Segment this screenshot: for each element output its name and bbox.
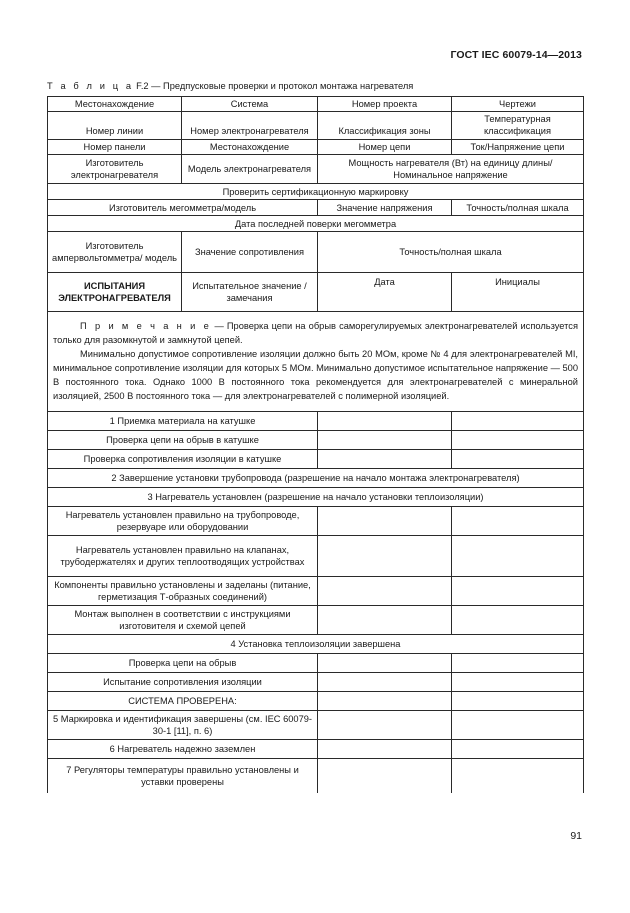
caption-text: F.2 — Предпусковые проверки и протокол монтажа нагревателя [133, 81, 414, 91]
check-insulation-reel: Проверка сопротивления изоляции в катушке [48, 450, 318, 469]
table-row [48, 759, 584, 794]
date-blank[interactable] [318, 740, 452, 759]
table-row [48, 155, 584, 184]
cell-megger-calibration: Дата последней поверки мегомметра [48, 216, 584, 232]
table-row [48, 273, 584, 312]
note-paragraph-1 [53, 319, 578, 347]
cell-heater-tests: ИСПЫТАНИЯ ЭЛЕКТРОНАГРЕВАТЕЛЯ [48, 273, 182, 312]
cell-project-number: Номер проекта [318, 97, 452, 112]
table-row [48, 692, 584, 711]
table-row [48, 635, 584, 654]
note-cell [48, 312, 584, 412]
section-heater-installed: 3 Нагреватель установлен (разрешение на начало установки теплоизоляции) [48, 488, 584, 507]
table-row [48, 312, 584, 412]
initials-blank[interactable] [452, 606, 584, 635]
initials-blank[interactable] [452, 450, 584, 469]
cell-system: Система [182, 97, 318, 112]
cell-panel-location: Местонахождение [182, 140, 318, 155]
cell-heater-model: Модель электронагревателя [182, 155, 318, 184]
date-blank[interactable] [318, 450, 452, 469]
table-row [48, 200, 584, 216]
cell-heater-number: Номер электронагревателя [182, 112, 318, 140]
cell-heater-manufacturer: Изготовитель электронагревателя [48, 155, 182, 184]
cell-location: Местонахождение [48, 97, 182, 112]
table-row [48, 450, 584, 469]
initials-blank[interactable] [452, 711, 584, 740]
section-piping-complete: 2 Завершение установки трубопровода (разрешение на начало монтажа электронагревателя) [48, 469, 584, 488]
cell-temp-class: Температурная классификация [452, 112, 584, 140]
check-per-instructions: Монтаж выполнен в соответствии с инструкциями изготовителя и схемой цепей [48, 606, 318, 635]
cell-cert-marking: Проверить сертификационную маркировку [48, 184, 584, 200]
check-marking-complete: 5 Маркировка и идентификация завершены (см. IEC 60079-30-1 [11], п. 6) [48, 711, 318, 740]
date-blank[interactable] [318, 431, 452, 450]
note-label: П р и м е ч а н и е [80, 321, 212, 331]
cell-panel-number: Номер панели [48, 140, 182, 155]
standard-designation: ГОСТ IEC 60079-14—2013 [450, 49, 582, 61]
initials-blank[interactable] [452, 577, 584, 606]
initials-blank[interactable] [452, 654, 584, 673]
table-caption [47, 81, 413, 91]
table-row [48, 184, 584, 200]
note-text-1: — Проверка цепи на обрыв саморегулируемых электронагревателей используется только для разомкнутой и замкнутой цепей. [53, 321, 578, 345]
table-row [48, 431, 584, 450]
section-insulation-complete: 4 Установка теплоизоляции завершена [48, 635, 584, 654]
table-row [48, 112, 584, 140]
initials-blank[interactable] [452, 692, 584, 711]
check-insulation-resistance: Испытание сопротивления изоляции [48, 673, 318, 692]
check-continuity-reel: Проверка цепи на обрыв в катушке [48, 431, 318, 450]
initials-blank[interactable] [452, 759, 584, 794]
table-row [48, 507, 584, 536]
table-row [48, 488, 584, 507]
cell-heater-power: Мощность нагревателя (Вт) на единицу длины/Номинальное напряжение [318, 155, 584, 184]
table-row [48, 97, 584, 112]
table-row [48, 536, 584, 577]
date-blank[interactable] [318, 711, 452, 740]
table-row [48, 412, 584, 431]
table-row [48, 469, 584, 488]
date-blank[interactable] [318, 507, 452, 536]
table-row [48, 654, 584, 673]
cell-circuit-current: Ток/Напряжение цепи [452, 140, 584, 155]
initials-blank[interactable] [452, 673, 584, 692]
date-blank[interactable] [318, 606, 452, 635]
cell-multimeter-model: Изготовитель ампервольтомметра/ модель [48, 232, 182, 273]
system-checked-heading: СИСТЕМА ПРОВЕРЕНА: [48, 692, 318, 711]
check-temp-controllers: 7 Регуляторы температуры правильно установлены и уставки проверены [48, 759, 318, 794]
date-blank[interactable] [318, 759, 452, 794]
date-blank[interactable] [318, 412, 452, 431]
table-row [48, 673, 584, 692]
check-continuity: Проверка цепи на обрыв [48, 654, 318, 673]
initials-blank[interactable] [452, 412, 584, 431]
table-row [48, 606, 584, 635]
cell-initials: Инициалы [452, 273, 584, 312]
check-heater-on-valves: Нагреватель установлен правильно на клапанах, трубодержателях и других теплоотводящих устройствах [48, 536, 318, 577]
cell-circuit-number: Номер цепи [318, 140, 452, 155]
date-blank[interactable] [318, 536, 452, 577]
cell-date: Дата [318, 273, 452, 312]
date-blank[interactable] [318, 577, 452, 606]
date-blank[interactable] [318, 673, 452, 692]
initials-blank[interactable] [452, 507, 584, 536]
check-components-terminated: Компоненты правильно установлены и заделаны (питание, герметизация Т-образных соединений) [48, 577, 318, 606]
check-heater-on-piping: Нагреватель установлен правильно на трубопроводе, резервуаре или оборудовании [48, 507, 318, 536]
page-number: 91 [570, 830, 582, 842]
table-row [48, 740, 584, 759]
table-row [48, 216, 584, 232]
initials-blank[interactable] [452, 740, 584, 759]
cell-multimeter-accuracy: Точность/полная шкала [318, 232, 584, 273]
note-paragraph-2: Минимально допустимое сопротивление изоляции должно быть 20 МОм, кроме № 4 для электронагревателей MI, минимальное сопротивление изоляции для которых 5 МОм. Минимально допустимое испытательное напряжение — 500 В постоянного тока. Однако 1000 В постоянного тока рекомендуется для электронагревателей с минеральной изоляцией, 2500 В постоянного тока — для электронагревателей с полимерной изоляцией. [53, 349, 579, 401]
date-blank[interactable] [318, 692, 452, 711]
check-material-receipt: 1 Приемка материала на катушке [48, 412, 318, 431]
initials-blank[interactable] [452, 431, 584, 450]
cell-megger-model: Изготовитель мегомметра/модель [48, 200, 318, 216]
table-row [48, 711, 584, 740]
date-blank[interactable] [318, 654, 452, 673]
table-row [48, 140, 584, 155]
cell-voltage-value: Значение напряжения [318, 200, 452, 216]
cell-resistance-value: Значение сопротивления [182, 232, 318, 273]
precommissioning-table [47, 96, 584, 793]
table-row [48, 232, 584, 273]
cell-accuracy: Точность/полная шкала [452, 200, 584, 216]
table-row [48, 577, 584, 606]
cell-drawings: Чертежи [452, 97, 584, 112]
cell-test-value: Испытательное значение /замечания [182, 273, 318, 312]
initials-blank[interactable] [452, 536, 584, 577]
caption-prefix: Т а б л и ц а [47, 81, 134, 91]
cell-line-number: Номер линии [48, 112, 182, 140]
cell-zone-class: Классификация зоны [318, 112, 452, 140]
check-grounded: 6 Нагреватель надежно заземлен [48, 740, 318, 759]
